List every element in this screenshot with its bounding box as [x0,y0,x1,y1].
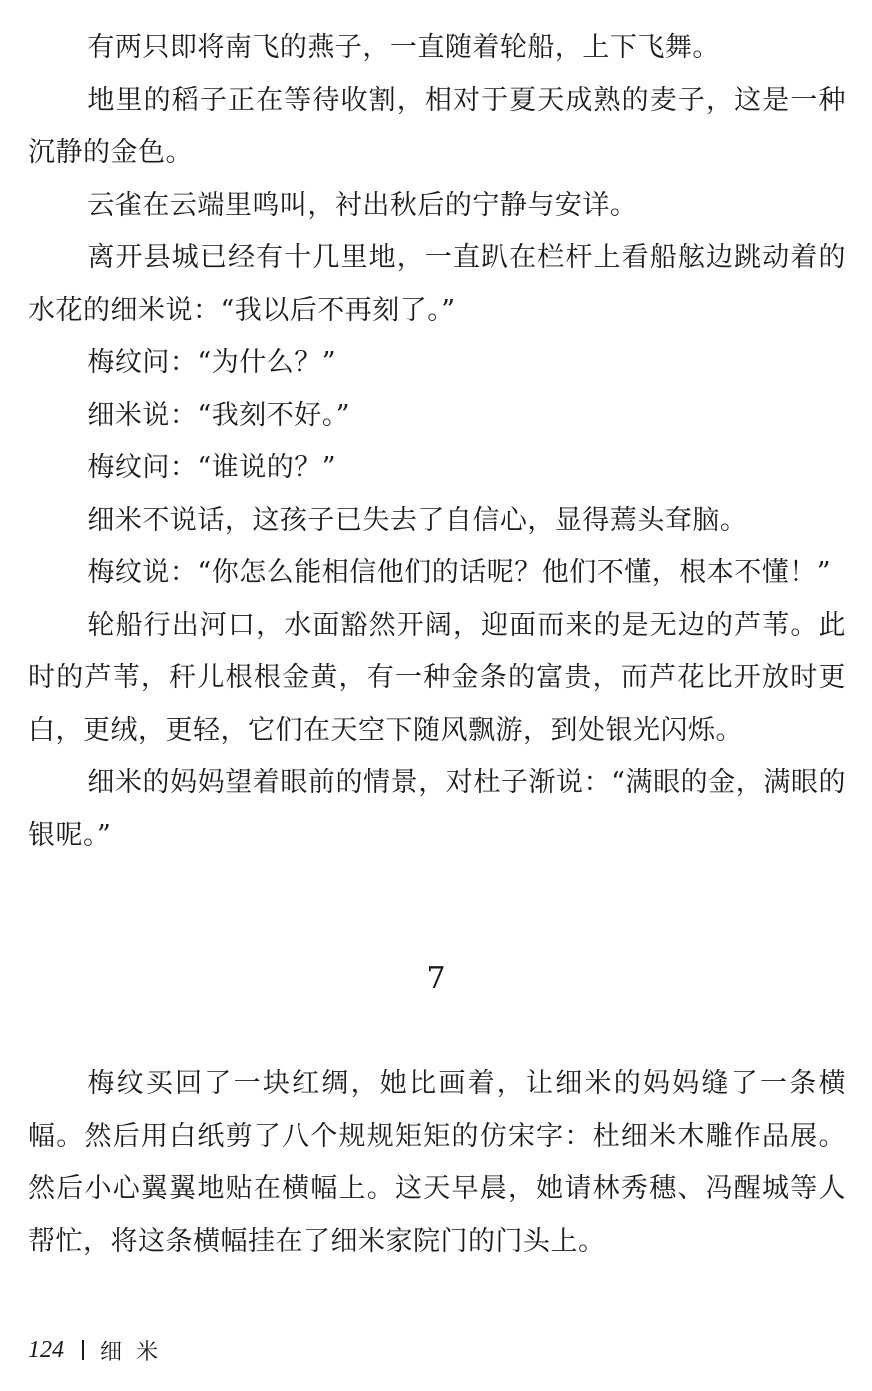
paragraph: 有两只即将南飞的燕子，一直随着轮船，上下飞舞。 [87,32,720,63]
body-text-bottom [28,1058,846,1268]
book-title: 细米 [100,1339,173,1365]
footer-divider [82,1340,84,1360]
paragraph: 细米不说话，这孩子已失去了自信心，显得蔫头耷脑。 [87,504,748,536]
paragraph: 云雀在云端里鸣叫，衬出秋后的宁静与安详。 [87,189,638,221]
paragraph: 细米说：“我刻不好。” [87,399,350,431]
paragraph: 梅纹买回了一块红绸，她比画着，让细米的妈妈缝了一条横幅。然后用白纸剪了八个规规矩矩的仿宋字：杜细米木雕作品展。然后小心翼翼地贴在横幅上。这天早晨，她请林秀穗、冯醒城等人帮忙，将这条横幅挂在了细米家院门的门头上。 [28,1068,846,1257]
paragraph: 梅纹问：“谁说的？” [87,452,336,483]
paragraph: 轮船行出河口，水面豁然开阔，迎面而来的是无边的芦苇。此时的芦苇，秆儿根根金黄，有一种金条的富贵，而芦花比开放时更白，更绒，更轻，它们在天空下随风飘游，到处银光闪烁。 [28,609,846,746]
body-text-top [28,22,846,862]
paragraph: 地里的稻子正在等待收割，相对于夏天成熟的麦子，这是一种沉静的金色。 [28,84,846,168]
page-number: 124 [28,1336,64,1363]
paragraph: 离开县城已经有十几里地，一直趴在栏杆上看船舷边跳动着的水花的细米说：“我以后不再刻了。” [28,242,846,326]
page-footer [28,1333,172,1367]
chapter-number: 7 [426,961,446,996]
paragraph: 梅纹问：“为什么？” [87,347,336,378]
paragraph: 细米的妈妈望着眼前的情景，对杜子渐说：“满眼的金，满眼的银呢。” [28,767,846,851]
paragraph: 梅纹说：“你怎么能相信他们的话呢？他们不懂，根本不懂！” [87,557,831,588]
